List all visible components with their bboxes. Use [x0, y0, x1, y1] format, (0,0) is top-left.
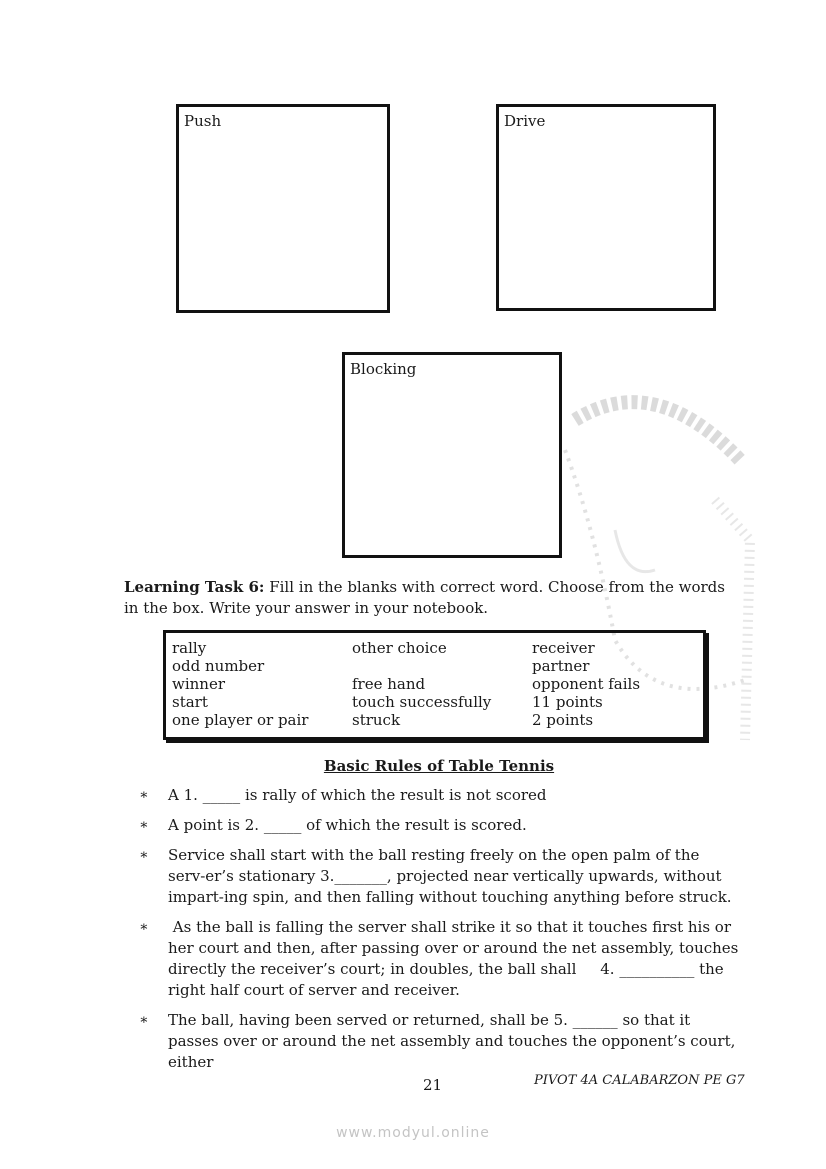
footer-title: PIVOT 4A CALABARZON PE G7	[534, 1073, 745, 1088]
word-row	[172, 675, 702, 693]
word-cell: start	[172, 693, 208, 711]
word-row	[172, 711, 702, 729]
blocking-drawing-box	[342, 352, 562, 558]
bullet-icon: ∗	[139, 817, 149, 833]
word-cell: 11 points	[532, 693, 603, 711]
word-choices-table	[172, 639, 702, 729]
drive-drawing-box	[496, 104, 716, 311]
drive-label: Drive	[504, 112, 546, 130]
word-row	[172, 639, 702, 657]
push-drawing-box	[176, 104, 390, 313]
word-cell: touch successfully	[352, 693, 492, 711]
task-title: Learning Task 6:	[124, 578, 265, 596]
word-cell: partner	[532, 657, 590, 675]
rule-text: The ball, having been served or returned, shall be 5. ______ so that it passes over or around the net assembly and touches the opponent’s court, either	[168, 1011, 736, 1071]
rule-item	[139, 917, 744, 1001]
word-cell: rally	[172, 639, 207, 657]
site-watermark: www.modyul.online	[336, 1125, 490, 1141]
rule-text: Service shall start with the ball resting freely on the open palm of the serv-er’s stationary 3._______, projected near vertically upwards, without impart-ing spin, and then falling without touching anything before struck.	[168, 846, 732, 906]
learning-task-instruction	[124, 577, 734, 619]
section-heading: Basic Rules of Table Tennis	[323, 757, 555, 775]
word-cell: other choice	[352, 639, 447, 657]
rule-item	[139, 845, 739, 908]
word-choices-box	[163, 630, 706, 740]
word-cell: winner	[172, 675, 226, 693]
rule-text: As the ball is falling the server shall strike it so that it touches first his or her court and then, after passing over or around the net assembly, touches directly the receiver’s court; in doubles, the ball shall 4. __________ the right half court of server and receiver.	[168, 918, 744, 999]
bullet-icon: ∗	[139, 1012, 149, 1028]
word-cell: 2 points	[532, 711, 594, 729]
word-cell: free hand	[352, 675, 426, 693]
bullet-icon: ∗	[139, 787, 149, 803]
rule-text: A 1. _____ is rally of which the result is not scored	[168, 786, 547, 804]
word-cell: struck	[352, 711, 401, 729]
page-number: 21	[423, 1076, 443, 1094]
push-label: Push	[184, 112, 222, 130]
rule-text: A point is 2. _____ of which the result is scored.	[168, 816, 527, 834]
blocking-label: Blocking	[350, 360, 417, 378]
bullet-icon: ∗	[139, 919, 149, 935]
rules-list	[139, 785, 744, 1082]
word-cell: opponent fails	[532, 675, 641, 693]
bullet-icon: ∗	[139, 847, 149, 863]
task-text: Fill in the blanks with correct word. Choose from the words in the box. Write your answer in your notebook.	[124, 578, 725, 617]
word-cell: odd number	[172, 657, 265, 675]
word-row	[172, 693, 702, 711]
rule-item	[139, 785, 739, 806]
word-cell	[352, 657, 532, 675]
word-row	[172, 657, 702, 675]
rule-item	[139, 815, 739, 836]
word-cell: one player or pair	[172, 711, 309, 729]
word-cell: receiver	[532, 639, 595, 657]
rule-item	[139, 1010, 739, 1073]
